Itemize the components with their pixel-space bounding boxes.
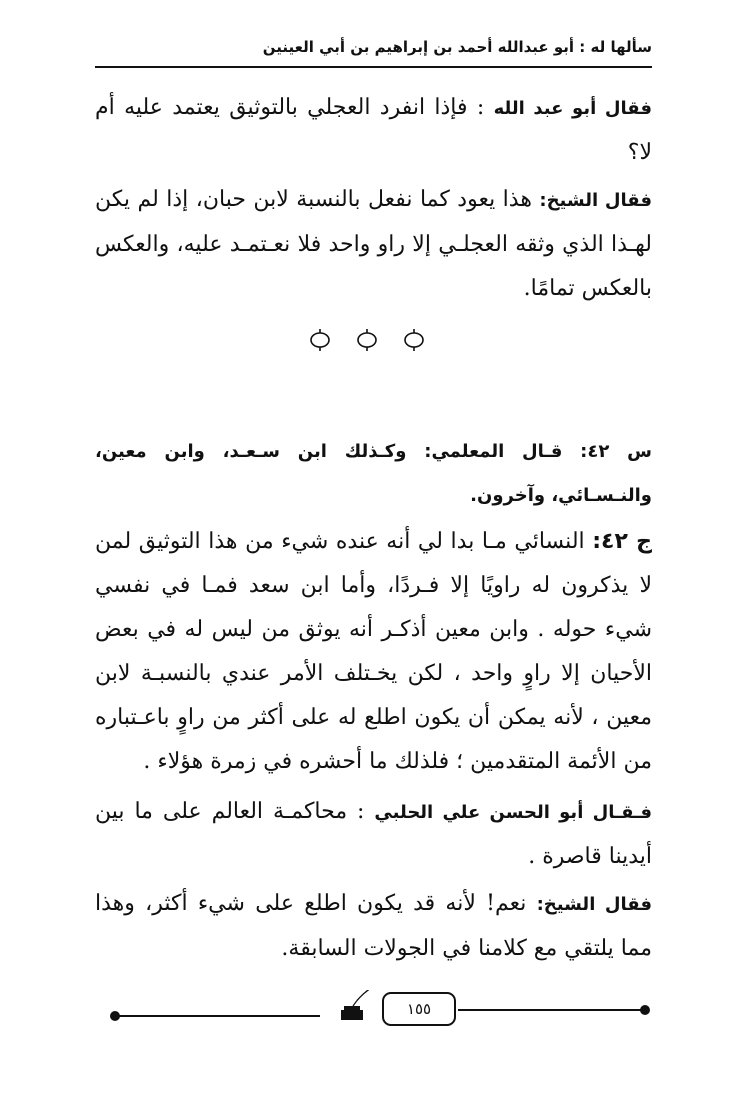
paragraph-text: نعم! لأنه قد يكون اطلع على شيء أكثر، وهذا مما يلتقي مع كلامنا في الجولات السابقة. [95,891,652,961]
speaker-label: فقال الشيخ: [536,894,652,915]
paragraph-text: : فإذا انفرد العجلي بالتوثيق يعتمد عليه أم لا؟ [95,95,652,165]
speaker-label: فقال الشيخ: [539,190,652,211]
answer-text: النسائي مـا بدا لي أنه عنده شيء من هذا التوثيق لمن لا يذكرون له راويًا إلا فـردًا، وأما ابن سعد فمـا في نفسي شيء حوله . وابن معين أذكـر أنه يوثق من ليس له في بعض الأحيان إلا راوٍ واحد ، لكن يخـتلف الأمر عندي بالنسبـة لابن معين ، لأنه يمكن أن يكون اطلع له على أكثر من راوٍ باعـتباره من الأئمة المتقدمين ؛ فلذلك ما أحشره في زمرة هؤلاء . [95,529,652,774]
paragraph-abu-abdullah-question [95,86,652,175]
question-42 [95,430,652,518]
footer-ornament [95,990,652,1030]
answer-42 [95,520,652,784]
page-number: ١٥٥ [382,992,456,1026]
speaker-label: فـقـال أبو الحسن علي الحلبي [374,802,653,823]
question-text: قـال المعلمي: وكـذلك ابن سـعـد، وابن معين، والنـسـائي، وآخرون. [95,441,652,506]
paragraph-text: : محاكمـة العالم على ما بين أيدينا قاصرة . [95,799,652,869]
inkwell-icon [341,990,377,1020]
page-footer [95,990,652,1030]
answer-number: ج ٤٢: [592,529,652,554]
paragraph-sheikh-answer-2 [95,882,652,971]
running-header: سألها له : أبو عبدالله أحمد بن إبراهيم بن أبي العينين [262,38,652,56]
paragraph-text: هذا يعود كما نفعل بالنسبة لابن حبان، إذا لم يكن لهـذا الذي وثقه العجلـي إلا راو واحد فلا نعـتمـد عليه، والعكس بالعكس تمامًا. [95,187,652,301]
header-rule [95,66,652,68]
paragraph-sheikh-answer-1 [95,178,652,311]
paragraph-alhalabi [95,790,652,879]
speaker-label: فقال أبو عبد الله [493,98,652,119]
question-number: س ٤٢: [580,441,652,462]
section-divider-ornament [300,325,440,355]
